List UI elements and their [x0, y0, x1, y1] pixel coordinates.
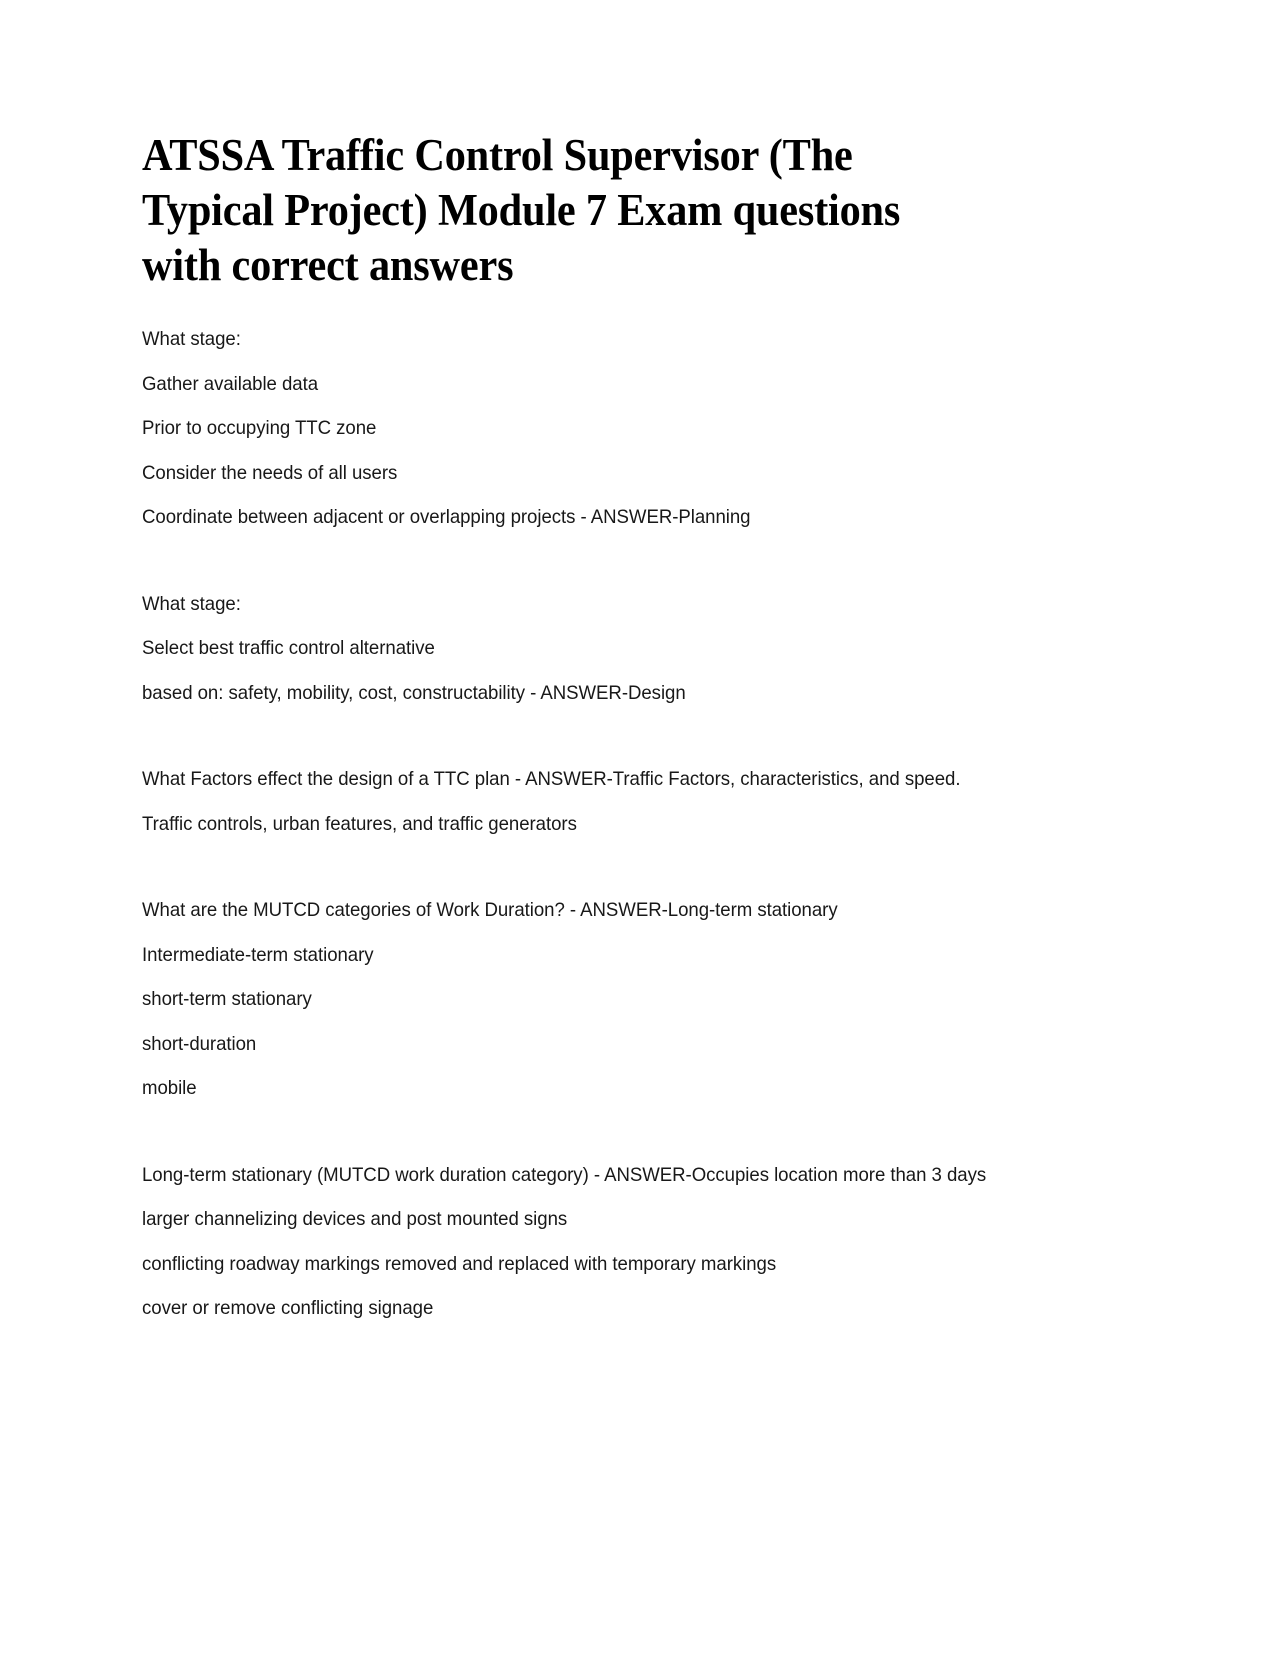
text-section — [142, 888, 1130, 1111]
text-line: Consider the needs of all users — [142, 461, 398, 484]
text-line: short-term stationary — [142, 988, 312, 1010]
text-line: short-duration — [142, 1032, 257, 1055]
text-line: What stage: — [142, 592, 241, 615]
text-line: What stage: — [142, 328, 241, 350]
text-line: Intermediate-term stationary — [142, 943, 374, 966]
text-line: Long-term stationary (MUTCD work duration category) - ANSWER-Occupies location more than 3 days — [142, 1163, 987, 1186]
text-section — [142, 582, 1130, 716]
text-line: What Factors effect the design of a TTC plan - ANSWER-Traffic Factors, characteristics, and speed. — [142, 768, 961, 790]
text-line: Traffic controls, urban features, and traffic generators — [142, 812, 577, 835]
text-section — [142, 317, 1130, 540]
text-line: mobile — [142, 1077, 197, 1099]
text-line: cover or remove conflicting signage — [142, 1297, 434, 1319]
text-line: Gather available data — [142, 372, 319, 395]
text-line: based on: safety, mobility, cost, constructability - ANSWER-Design — [142, 681, 686, 704]
text-section — [142, 1153, 1130, 1331]
text-line: What are the MUTCD categories of Work Duration? - ANSWER-Long-term stationary — [142, 899, 838, 921]
text-line: Select best traffic control alternative — [142, 637, 435, 659]
document-body — [142, 317, 1130, 1331]
text-line: Coordinate between adjacent or overlapping projects - ANSWER-Planning — [142, 506, 751, 528]
text-line: Prior to occupying TTC zone — [142, 417, 377, 439]
text-section — [142, 757, 1130, 846]
text-line: conflicting roadway markings removed and replaced with temporary markings — [142, 1252, 777, 1275]
text-line: larger channelizing devices and post mounted signs — [142, 1208, 568, 1230]
page-title: ATSSA Traffic Control Supervisor (The Typical Project) Module 7 Exam questions with correct answers — [142, 130, 901, 290]
